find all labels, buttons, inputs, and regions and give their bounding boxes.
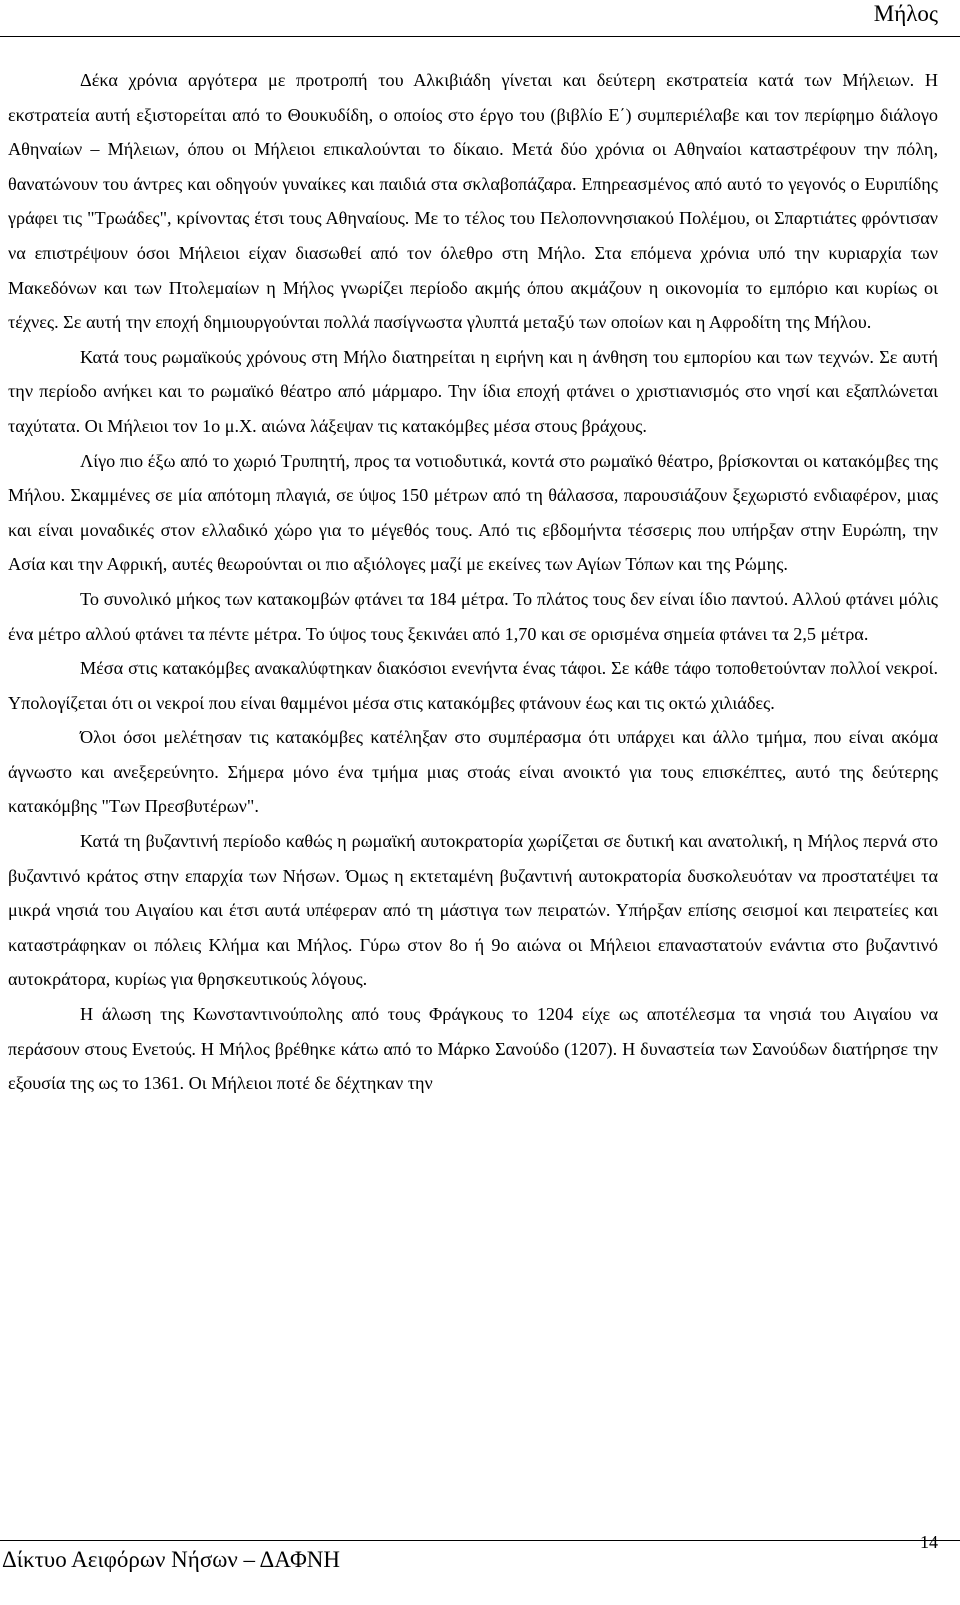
header-title: Μήλος (873, 1, 938, 26)
paragraph: Λίγο πιο έξω από το χωριό Τρυπητή, προς τα νοτιοδυτικά, κοντά στο ρωμαϊκό θέατρο, βρίσκονται οι κατακόμβες της Μήλου. Σκαμμένες σε μία απότομη πλαγιά, σε ύψος 150 μέτρων από τη θάλασσα, παρουσιάζουν ξεχωριστό ενδιαφέρον, μιας και είναι μοναδικές στον ελλαδικό χώρο για το μέγεθός τους. Από τις εβδομήντα τέσσερις που υπήρξαν στην Ευρώπη, την Ασία και την Αφρική, αυτές θεωρούνται οι πιο αξιόλογες μαζί με εκείνες των Αγίων Τόπων και της Ρώμης. (8, 450, 938, 575)
page-header (0, 0, 960, 37)
footer-rule (0, 1540, 960, 1541)
paragraph: Το συνολικό μήκος των κατακομβών φτάνει τα 184 μέτρα. Το πλάτος τους δεν είναι ίδιο παντού. Αλλού φτάνει μόλις ένα μέτρο αλλού φτάνει τα πέντε μέτρα. Το ύψος τους ξεκινάει από 1,70 και σε ορισμένα σημεία φτάνει τα 2,5 μέτρα. (8, 588, 938, 644)
footer-label: Δίκτυο Αειφόρων Νήσων – ΔΑΦΝΗ (2, 1547, 340, 1572)
body-text (8, 63, 938, 1101)
paragraph: Δέκα χρόνια αργότερα με προτροπή του Αλκιβιάδη γίνεται και δεύτερη εκστρατεία κατά των Μήλειων. Η εκστρατεία αυτή εξιστορείται από το Θουκυδίδη, ο οποίος στο έργο του (βιβλίο Ε΄) συμπεριέλαβε και τον περίφημο διάλογο Αθηναίων – Μήλειων, όπου οι Μήλειοι επικαλούνται το δίκαιο. Μετά δύο χρόνια οι Αθηναίοι καταστρέφουν την πόλη, θανατώνουν του άντρες και οδηγούν γυναίκες και παιδιά στα σκλαβοπάζαρα. Επηρεασμένος από αυτό το γεγονός ο Ευριπίδης γράφει τις "Τρωάδες", κρίνοντας έτσι τους Αθηναίους. Με το τέλος του Πελοποννησιακού Πολέμου, οι Σπαρτιάτες φρόντισαν να επιστρέψουν όσοι Μήλειοι είχαν διασωθεί από τον όλεθρο στη Μήλο. Στα επόμενα χρόνια υπό την κυριαρχία των Μακεδόνων και των Πτολεμαίων η Μήλος γνωρίζει περίοδο ακμής όπου ακμάζουν η οικονομία το εμπόριο και κυρίως οι τέχνες. Σε αυτή την εποχή δημιουργούνται πολλά πασίγνωστα γλυπτά μεταξύ των οποίων και η Αφροδίτη της Μήλου. (8, 70, 938, 333)
paragraph: Μέσα στις κατακόμβες ανακαλύφτηκαν διακόσιοι ενενήντα ένας τάφοι. Σε κάθε τάφο τοποθετούνταν πολλοί νεκροί. Υπολογίζεται ότι οι νεκροί που είναι θαμμένοι μέσα στις κατακόμβες φτάνουν έως και τις οκτώ χιλιάδες. (8, 658, 938, 713)
paragraph: Κατά τη βυζαντινή περίοδο καθώς η ρωμαϊκή αυτοκρατορία χωρίζεται σε δυτική και ανατολική, η Μήλος περνά στο βυζαντινό κράτος στην επαρχία των Νήσων. Όμως η εκτεταμένη βυζαντινή αυτοκρατορία δυσκολευόταν να προστατέψει τα μικρά νησιά του Αιγαίου και έτσι αυτά υπέφεραν από τη μάστιγα των πειρατών. Υπήρξαν επίσης σεισμοί και πειρατείες και καταστράφηκαν οι πόλεις Κλήμα και Μήλος. Γύρω στον 8ο ή 9ο αιώνα οι Μήλειοι επαναστατούν ενάντια στο βυζαντινό αυτοκράτορα, κυρίως για θρησκευτικούς λόγους. (8, 831, 938, 990)
paragraph: Η άλωση της Κωνσταντινούπολης από τους Φράγκους το 1204 είχε ως αποτέλεσμα τα νησιά του Αιγαίου να περάσουν στους Ενετούς. Η Μήλος βρέθηκε κάτω από το Μάρκο Σανούδο (1207). Η δυναστεία των Σανούδων διατήρησε την εξουσία της ως το 1361. Οι Μήλειοι ποτέ δε δέχτηκαν την (8, 1004, 938, 1094)
paragraph: Κατά τους ρωμαϊκούς χρόνους στη Μήλο διατηρείται η ειρήνη και η άνθηση του εμπορίου και των τεχνών. Σε αυτή την περίοδο ανήκει και το ρωμαϊκό θέατρο από μάρμαρο. Την ίδια εποχή φτάνει ο χριστιανισμός στο νησί και εξαπλώνεται ταχύτατα. Οι Μήλειοι τον 1ο μ.Χ. αιώνα λάξεψαν τις κατακόμβες μέσα στους βράχους. (8, 346, 938, 436)
paragraph: Όλοι όσοι μελέτησαν τις κατακόμβες κατέληξαν στο συμπέρασμα ότι υπάρχει και άλλο τμήμα, που είναι ακόμα άγνωστο και ανεξερεύνητο. Σήμερα μόνο ένα τμήμα μιας στοάς είναι ανοικτό για τους επισκέπτες, αυτό της δεύτερης κατακόμβης "Των Πρεσβυτέρων". (8, 727, 938, 817)
page-footer (0, 1530, 960, 1605)
page-number: 14 (920, 1532, 938, 1552)
